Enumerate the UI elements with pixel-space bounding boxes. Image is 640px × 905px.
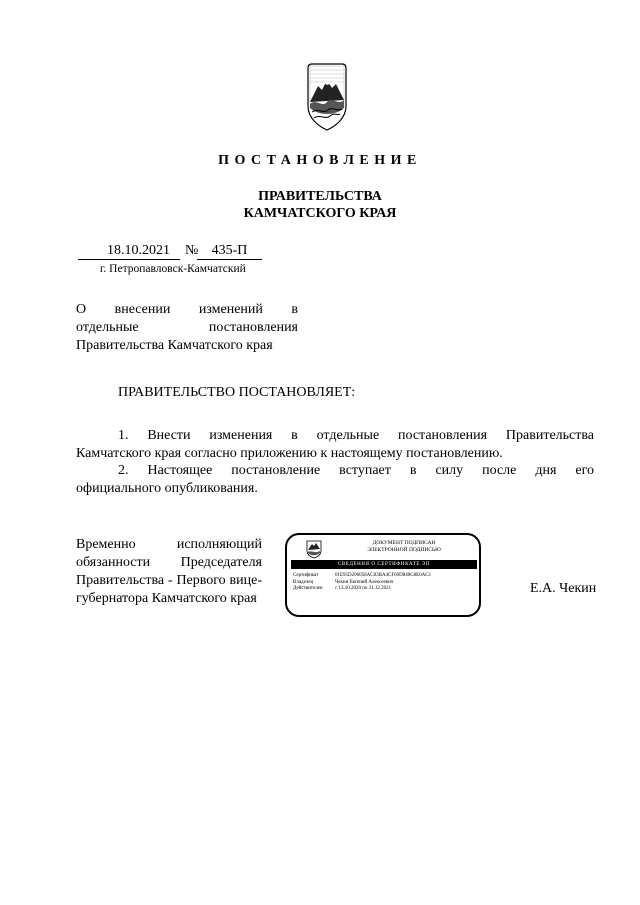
certificate-value: 01E95D206058AC83BA4CF69D840C8E0AC1 <box>335 573 432 578</box>
document-city: г. Петропавловск-Камчатский <box>100 263 246 275</box>
electronic-signature-stamp <box>285 533 481 617</box>
resolution-heading: ПРАВИТЕЛЬСТВО ПОСТАНОВЛЯЕТ: <box>118 385 356 400</box>
resolution-body <box>76 427 594 497</box>
validity-value: с 13.10.2020 по 31.12.2021 <box>335 586 392 591</box>
stamp-certificate-details <box>293 573 477 593</box>
certificate-label: Сертификат <box>293 573 319 578</box>
document-date: 18.10.2021 <box>78 243 180 260</box>
clause-1-line-1: 1. Внести изменения в отдельные постановления Правительства <box>118 428 594 443</box>
stamp-emblem-icon <box>305 539 323 559</box>
number-sign: № <box>185 243 199 258</box>
position-line-3: Правительства - Первого вице- <box>76 573 262 588</box>
kamchatka-coat-of-arms-emblem <box>300 62 354 132</box>
subject-line-3: Правительства Камчатского края <box>76 338 273 353</box>
authority-line-1: ПРАВИТЕЛЬСТВА <box>258 189 382 204</box>
position-line-4: губернатора Камчатского края <box>76 591 257 606</box>
stamp-header <box>329 540 479 553</box>
stamp-certificate-banner: СВЕДЕНИЯ О СЕРТИФИКАТЕ ЭП <box>291 560 477 569</box>
position-line-2: обязанности Председателя <box>76 555 262 570</box>
signer-name: Е.А. Чекин <box>530 581 597 596</box>
owner-value: Чекин Евгений Алексеевич <box>335 579 394 585</box>
signatory-position <box>76 536 262 608</box>
stamp-header-line-1: ДОКУМЕНТ ПОДПИСАН <box>372 540 436 546</box>
document-number: 435-П <box>197 243 262 260</box>
issuing-authority <box>0 188 640 222</box>
document-type-title: ПОСТАНОВЛЕНИЕ <box>218 153 422 168</box>
subject-line-1: О внесении изменений в <box>76 302 298 317</box>
authority-line-2: КАМЧАТСКОГО КРАЯ <box>243 206 397 221</box>
clause-2-line-1: 2. Настоящее постановление вступает в силу после дня его <box>118 463 594 478</box>
clause-2-line-2: официального опубликования. <box>76 480 258 496</box>
document-subject <box>76 301 298 355</box>
validity-label: Действителен <box>293 586 323 591</box>
subject-line-2: отдельные постановления <box>76 320 298 335</box>
owner-label: Владелец <box>293 579 314 585</box>
stamp-header-line-2: ЭЛЕКТРОННОЙ ПОДПИСЬЮ <box>367 546 441 553</box>
position-line-1: Временно исполняющий <box>76 537 262 552</box>
clause-1-line-2: Камчатского края согласно приложению к настоящему постановлению. <box>76 445 503 461</box>
validity-row <box>293 586 477 593</box>
